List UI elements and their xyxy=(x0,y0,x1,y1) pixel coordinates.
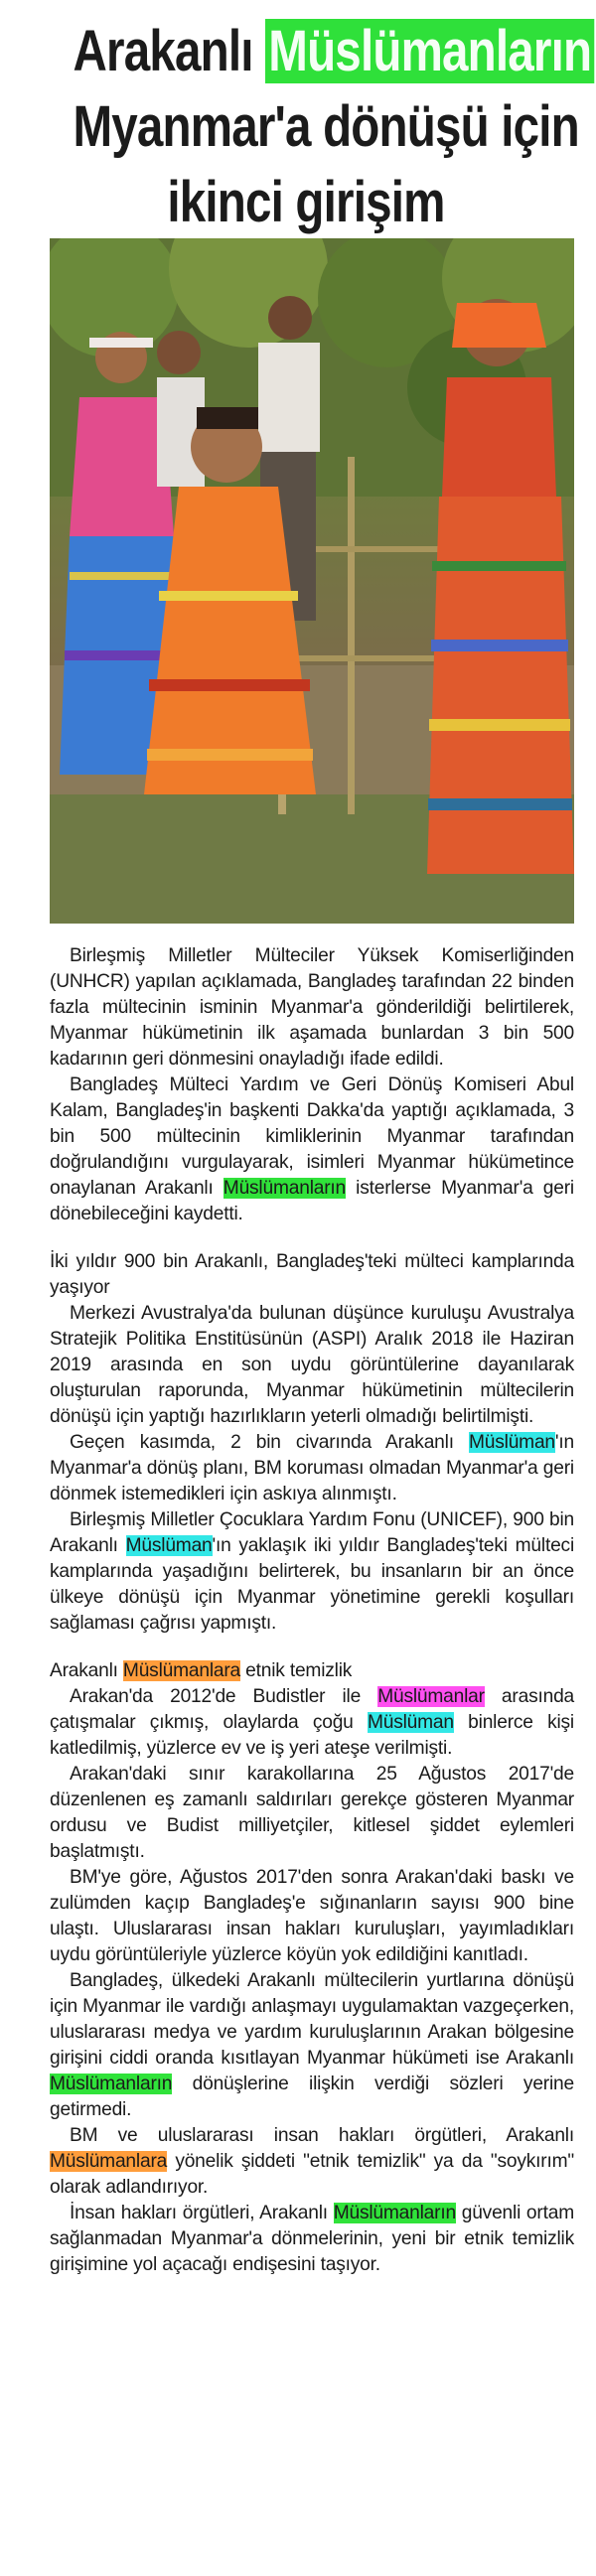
paragraph xyxy=(50,1301,574,1430)
paragraph-text: İnsan hakları örgütleri, Arakanlı xyxy=(70,2203,334,2223)
paragraph xyxy=(50,2123,574,2201)
paragraph-text: dönüşlerine ilişkin verdiği sözleri yerine getirmedi. xyxy=(50,2074,574,2120)
paragraph-text: Birleşmiş Milletler Mülteciler Yüksek Komiserliğinden (UNHCR) yapılan açıklamada, Bangladeş tarafından 22 binden fazla mültecinin isminin Myanmar'a gönderildiği belirtilerek, Myanmar hükümetinin ilk aşamada bunlardan 3 bin 500 kadarının geri dönmesini onayladığı ifade edildi. xyxy=(50,945,574,1070)
paragraph-text: Geçen kasımda, 2 bin civarında Arakanlı xyxy=(70,1432,469,1453)
paragraph-text: Bangladeş, ülkedeki Arakanlı mültecilerin yurtlarına dönüşü için Myanmar ile vardığı anlaşmayı uygulamaktan vazgeçerken, uluslararası medya ve yardım kuruluşlarının Arakan bölgesine girişini ciddi oranda kısıtlayan Myanmar hükümeti ise Arakanlı xyxy=(50,1970,574,2069)
paragraph-text: Arakan'da 2012'de Budistler ile xyxy=(70,1686,378,1707)
highlight-muslim: Müslümanlara xyxy=(122,1660,241,1681)
paragraph-text: Birleşmiş Milletler Çocuklara Yardım Fonu (UNICEF), 900 bin Arakanlı xyxy=(50,1509,574,1556)
paragraph-text: Merkezi Avustralya'da bulunan düşünce kuruluşu Avustralya Stratejik Politika Enstitüsünün (ASPI) Aralık 2018 ile Haziran 2019 arasında en son uydu görüntülerine dayanılarak oluşturulan raporunda, Myanmar hükümetinin mültecilerin dönüşü için yaptığı hazırlıkların yeterli olmadığı belirtilmişti. xyxy=(50,1303,574,1427)
paragraph-text: BM ve uluslararası insan hakları örgütleri, Arakanlı xyxy=(70,2125,574,2146)
paragraph xyxy=(50,1430,574,1507)
paragraph xyxy=(50,1865,574,1968)
highlight-muslim: Müslüman xyxy=(469,1432,555,1453)
paragraph-text: 'ın Myanmar'a dönüş planı, BM koruması olmadan Myanmar'a geri dönmek istemedikleri için askıya alınmıştı. xyxy=(50,1432,574,1504)
paragraph xyxy=(50,1762,574,1865)
paragraph-text: arasında çatışmalar çıkmış, olaylarda çoğu xyxy=(50,1686,575,1733)
subheading xyxy=(50,1249,574,1301)
paragraph-text: binlerce kişi katledilmiş, yüzlerce ev ve iş yeri ateşe verilmişti. xyxy=(50,1712,574,1759)
refugee-family-photo xyxy=(50,238,574,924)
headline-line-3: ikinci girişim xyxy=(167,170,445,234)
paragraph-text: isterlerse Myanmar'a geri dönebileceğini kaydetti. xyxy=(50,1178,574,1224)
subheading-text: etnik temizlik xyxy=(240,1660,353,1681)
paragraph-text: yönelik şiddeti "etnik temizlik" ya da "soykırım" olarak adlandırıyor. xyxy=(50,2151,574,2198)
paragraph xyxy=(50,2201,574,2278)
subheading-text: Arakanlı xyxy=(50,1660,123,1681)
paragraph xyxy=(50,1684,574,1762)
headline-line-2: Myanmar'a dönüşü için xyxy=(73,94,579,159)
paragraph-text: 'ın yaklaşık iki yıldır Bangladeş'teki mülteci kamplarında yaşadığını belirterek, bu insanların bir an önce ülkeye dönüşü için Myanmar yönetimine gerekli koşulları sağlaması çağrısı yapmıştı. xyxy=(50,1535,575,1634)
article-body xyxy=(50,943,574,2278)
subheading xyxy=(50,1658,574,1684)
headline xyxy=(22,14,590,240)
highlight-muslim: Müslüman xyxy=(367,1712,454,1733)
highlight-muslim: Müslümanlara xyxy=(50,2151,168,2172)
headline-text-1a: Arakanlı xyxy=(73,19,265,83)
paragraph xyxy=(50,1507,574,1637)
headline-highlight: Müslümanların xyxy=(265,19,595,83)
highlight-muslim: Müslümanların xyxy=(333,2203,456,2223)
paragraph-text: Bangladeş Mülteci Yardım ve Geri Dönüş Komiseri Abul Kalam, Bangladeş'in başkenti Dakka'da yaptığı açıklamada, 3 bin 500 mültecinin kimliklerinin Myanmar tarafından doğrulandığını vurgulayarak, isimleri Myanmar hükümetince onaylanan Arakanlı xyxy=(50,1074,574,1199)
headline-line-1 xyxy=(73,14,592,89)
highlight-muslim: Müslümanlar xyxy=(377,1686,485,1707)
paragraph xyxy=(50,1073,574,1227)
paragraph-text: Arakan'daki sınır karakollarına 25 Ağustos 2017'de düzenlenen eş zamanlı saldırıları gerekçe gösteren Myanmar ordusu ve Budist milliyetçiler, kitlesel şiddet eylemleri başlatmıştı. xyxy=(50,1764,574,1862)
paragraph xyxy=(50,943,574,1073)
paragraph-text: BM'ye göre, Ağustos 2017'den sonra Arakan'daki baskı ve zulümden kaçıp Bangladeş'e sığınanların sayısı 900 bine ulaştı. Uluslararası insan hakları kuruluşları, yayımladıkları uydu görüntüleriyle yüzlerce köyün yok edildiğini kanıtladı. xyxy=(50,1867,574,1965)
highlight-muslim: Müslüman xyxy=(125,1535,213,1556)
paragraph xyxy=(50,1968,574,2123)
subheading-text: İki yıldır 900 bin Arakanlı, Bangladeş'teki mülteci kamplarında yaşıyor xyxy=(50,1251,574,1298)
highlight-muslim: Müslümanların xyxy=(50,2074,173,2094)
family-photo-illustration xyxy=(50,238,574,924)
highlight-muslim: Müslümanların xyxy=(223,1178,347,1199)
paragraph-text: güvenli ortam sağlanmadan Myanmar'a dönmelerinin, yeni bir etnik temizlik girişimine yol açacağı endişesini taşıyor. xyxy=(50,2203,574,2275)
